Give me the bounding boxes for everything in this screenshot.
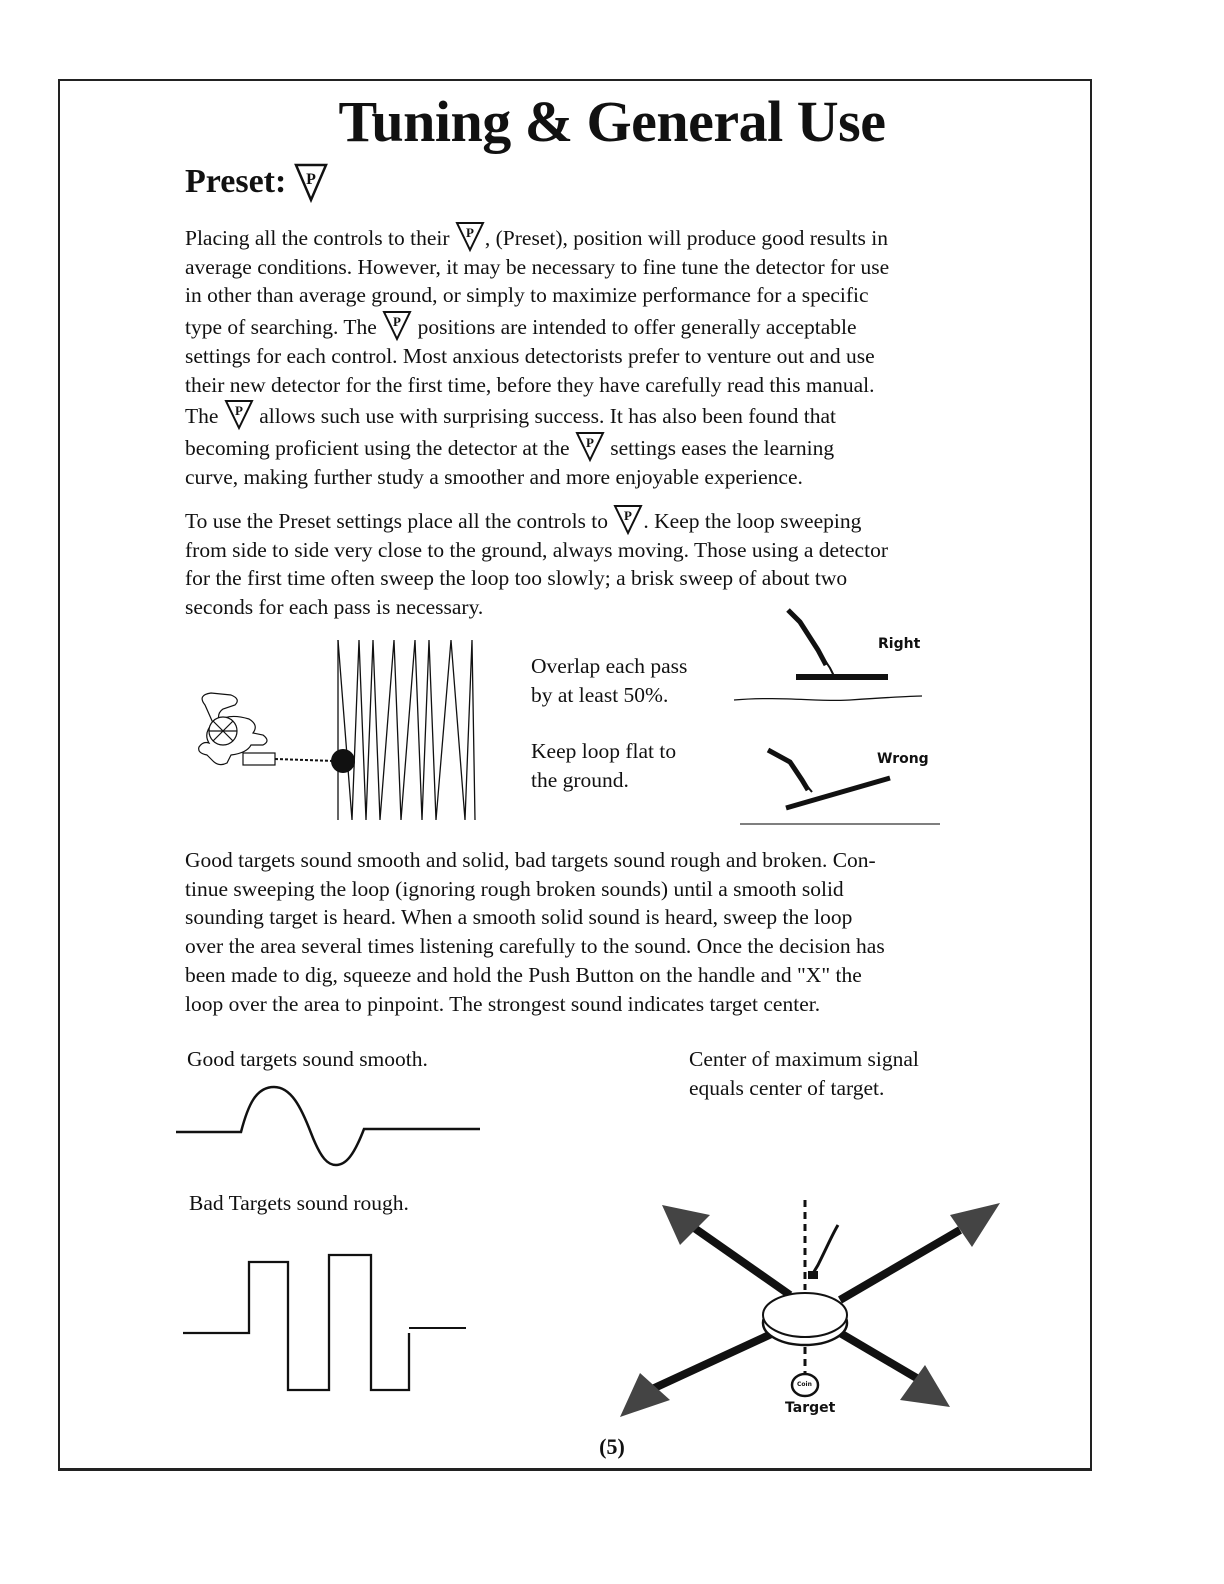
paragraph-line: been made to dig, squeeze and hold the Push Button on the handle and "X" the (185, 962, 862, 987)
preset-triangle-icon (294, 162, 328, 202)
preset-triangle-icon (455, 221, 485, 251)
flat-caption-line: Keep loop flat to (531, 739, 677, 763)
svg-text:P: P (585, 434, 594, 450)
paragraph-line: becoming proficient using the detector at the P settings eases the learning (185, 431, 985, 463)
paragraph-line: seconds for each pass is necessary. (185, 595, 484, 620)
svg-text:P: P (624, 508, 633, 523)
smooth-signal-waveform (176, 1085, 482, 1171)
right-loop-illustration (730, 610, 930, 710)
paragraph-line: sounding target is heard. When a smooth solid sound is heard, sweep the loop (185, 905, 853, 930)
center-caption-line: equals center of target. (689, 1075, 885, 1100)
preset-triangle-icon (575, 431, 605, 461)
paragraph-line: average conditions. However, it may be necessary to fine tune the detector for use (185, 254, 890, 279)
overlap-caption-line: Overlap each pass (531, 654, 688, 678)
target-label: Target (785, 1400, 836, 1416)
paragraph-line: Placing all the controls to their P , (Preset), position will produce good results in (185, 221, 985, 253)
paragraph-line: loop over the area to pinpoint. The strongest sound indicates target center. (185, 991, 821, 1016)
bad-targets-caption: Bad Targets sound rough. (189, 1191, 409, 1215)
overlap-caption (531, 652, 687, 709)
coin-label: Coin (797, 1381, 812, 1388)
svg-text:P: P (465, 225, 474, 240)
section-heading-text: Preset: (185, 163, 287, 200)
wrong-label: Wrong (877, 751, 929, 767)
paragraph-line: tinue sweeping the loop (ignoring rough broken sounds) until a smooth solid (185, 876, 844, 901)
preset-triangle-icon (382, 310, 412, 340)
center-signal-caption (689, 1045, 919, 1102)
preset-triangle-icon (224, 399, 254, 429)
svg-text:P: P (306, 171, 317, 188)
center-caption-line: Center of maximum signal (689, 1047, 919, 1071)
page-number: (5) (599, 1434, 625, 1459)
rough-signal-waveform (183, 1255, 468, 1395)
good-targets-caption: Good targets sound smooth. (187, 1047, 428, 1071)
paragraph-line: curve, making further study a smoother and more enjoyable experience. (185, 464, 803, 489)
paragraph-line: type of searching. The P positions are intended to offer generally acceptable (185, 310, 985, 342)
paragraph-line: in other than average ground, or simply to maximize performance for a specific (185, 283, 869, 308)
overlap-caption-line: by at least 50%. (531, 682, 669, 707)
sweep-paragraph (185, 504, 985, 622)
svg-text:P: P (234, 403, 243, 419)
paragraph-line: To use the Preset settings place all the controls to P . Keep the loop sweeping (185, 504, 985, 536)
paragraph-line: Good targets sound smooth and solid, bad targets sound rough and broken. Con- (185, 848, 876, 872)
flat-caption-line: the ground. (531, 767, 629, 792)
paragraph-line: their new detector for the first time, before they have carefully read this manual. (185, 372, 875, 397)
right-label: Right (878, 636, 921, 652)
paragraph-line: over the area several times listening carefully to the sound. Once the decision has (185, 934, 885, 959)
sweep-pattern-diagram (185, 635, 485, 825)
svg-text:P: P (393, 314, 402, 330)
paragraph-line: settings for each control. Most anxious detectorists prefer to venture out and use (185, 343, 875, 368)
preset-paragraph (185, 221, 985, 491)
page-title: Tuning & General Use (338, 89, 886, 154)
preset-triangle-icon (613, 504, 643, 534)
paragraph-line: The P allows such use with surprising success. It has also been found that (185, 399, 985, 431)
target-paragraph (185, 846, 985, 1018)
flat-loop-caption (531, 737, 676, 794)
paragraph-line: for the first time often sweep the loop too slowly; a brisk sweep of about two (185, 566, 848, 591)
section-heading (185, 162, 328, 202)
paragraph-line: from side to side very close to the ground, always moving. Those using a detector (185, 537, 888, 562)
